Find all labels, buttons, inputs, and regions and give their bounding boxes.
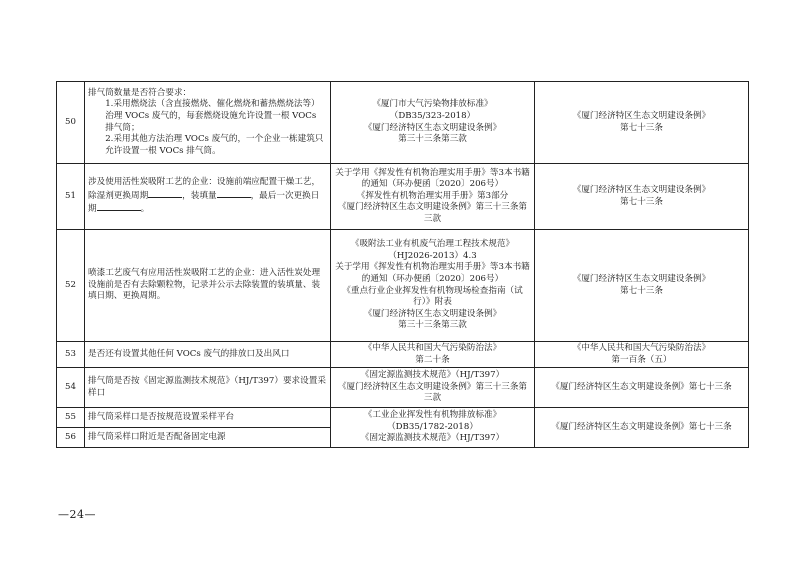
- regulation-table: [56, 81, 749, 448]
- table-row: [57, 368, 749, 408]
- fill-blank: [217, 189, 251, 198]
- row-number: 55: [57, 408, 85, 428]
- penalty-basis: 《厦门经济特区生态文明建设条例》 第七十三条: [535, 164, 749, 230]
- penalty-basis: 《厦门经济特区生态文明建设条例》 第七十三条: [535, 82, 749, 164]
- check-item: 是否还有设置其他任何 VOCs 废气的排放口及出风口: [85, 342, 331, 368]
- legal-basis: 关于学用《挥发性有机物治理实用手册》等3本书籍的通知（环办便函〔2020〕206号） 《挥发性有机物治理实用手册》第3部分 《厦门经济特区生态文明建设条例》第三十三条第三款: [331, 164, 535, 230]
- penalty-basis: 《中华人民共和国大气污染防治法》 第一百条（五）: [535, 342, 749, 368]
- fill-blank: [148, 189, 182, 198]
- row-number: 54: [57, 368, 85, 408]
- legal-basis: 《厦门市大气污染物排放标准》 （DB35/323-2018） 《厦门经济特区生态文明建设条例》 第三十三条第三款: [331, 82, 535, 164]
- row-number: 50: [57, 82, 85, 164]
- legal-basis: 《中华人民共和国大气污染防治法》 第二十条: [331, 342, 535, 368]
- row-number: 56: [57, 428, 85, 448]
- table-row: [57, 230, 749, 342]
- check-item: 排气筒是否按《固定源监测技术规范》（HJ/T397）要求设置采样口: [85, 368, 331, 408]
- fill-blank: [97, 202, 141, 211]
- penalty-basis: 《厦门经济特区生态文明建设条例》第七十三条: [535, 408, 749, 448]
- check-item: 排气筒数量是否符合要求： 1.采用燃烧法（含直接燃烧、催化燃烧和蓄热燃烧法等）治理 VOCs 废气的，每套燃烧设施允许设置一根 VOCs 排气筒； 2.采用其他方法治理 VOCs 废气的，一个企业一栋建筑只允许设置一根 VOCs 排气筒。: [85, 82, 331, 164]
- check-item: 排气筒采样口是否按规范设置采样平台: [85, 408, 331, 428]
- legal-basis: 《工业企业挥发性有机物排放标准》 （DB35/1782-2018） 《固定源监测技术规范》（HJ/T397）: [331, 408, 535, 448]
- table-row: [57, 164, 749, 230]
- legal-basis: 《固定源监测技术规范》（HJ/T397） 《厦门经济特区生态文明建设条例》第三十三条第三款: [331, 368, 535, 408]
- penalty-basis: 《厦门经济特区生态文明建设条例》第七十三条: [535, 368, 749, 408]
- row-number: 51: [57, 164, 85, 230]
- penalty-basis: 《厦门经济特区生态文明建设条例》 第七十三条: [535, 230, 749, 342]
- check-item: 排气筒采样口附近是否配备固定电源: [85, 428, 331, 448]
- legal-basis: 《吸附法工业有机废气治理工程技术规范》 （HJ2026-2013）4.3 关于学用《挥发性有机物治理实用手册》等3本书籍的通知（环办便函〔2020〕206号） 《重点行业企业挥发性有机物现场检查指南（试行）》附表 《厦门经济特区生态文明建设条例》 第三十三条第三款: [331, 230, 535, 342]
- check-item: 涉及使用活性炭吸附工艺的企业：设施前端应配置干燥工艺，除湿剂更换周期 ，装填量 ，最后一次更换日期 。: [85, 164, 331, 230]
- row-number: 53: [57, 342, 85, 368]
- table-row: [57, 342, 749, 368]
- table-row: [57, 408, 749, 428]
- check-item: 喷漆工艺废气有应用活性炭吸附工艺的企业：进入活性炭处理设施前是否有去除颗粒物，记录并公示去除装置的装填量、装填日期、更换周期。: [85, 230, 331, 342]
- row-number: 52: [57, 230, 85, 342]
- page-number: —24—: [58, 508, 96, 521]
- table-row: [57, 82, 749, 164]
